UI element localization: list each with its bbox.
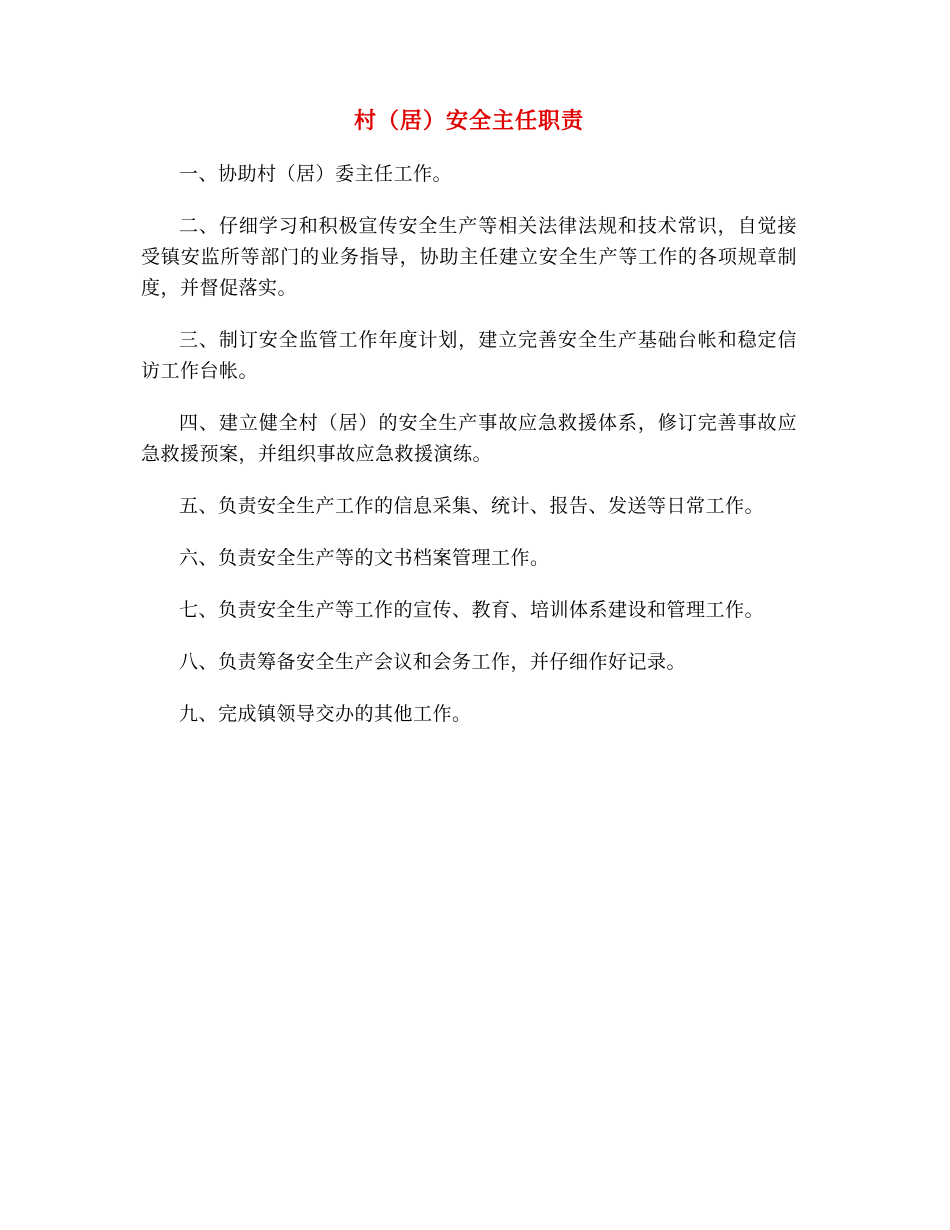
clause-6: 六、负责安全生产等的文书档案管理工作。 [179, 547, 550, 569]
document-title: 村（居）安全主任职责 [353, 108, 584, 134]
clause-4: 四、建立健全村（居）的安全生产事故应急救援体系，修订完善事故应急救援预案，并组织事故应急救援演练。 [141, 412, 797, 465]
clause-9: 九、完成镇领导交办的其他工作。 [179, 703, 472, 725]
document-page [141, 105, 797, 751]
clause-3: 三、制订安全监管工作年度计划，建立完善安全生产基础台帐和稳定信访工作台帐。 [141, 329, 797, 382]
clause-7: 七、负责安全生产等工作的宣传、教育、培训体系建设和管理工作。 [179, 599, 765, 621]
clause-2: 二、仔细学习和积极宣传安全生产等相关法律法规和技术常识，自觉接受镇安监所等部门的业务指导，协助主任建立安全生产等工作的各项规章制度，并督促落实。 [141, 215, 797, 299]
clause-1: 一、协助村（居）委主任工作。 [179, 163, 453, 185]
clause-5: 五、负责安全生产工作的信息采集、统计、报告、发送等日常工作。 [179, 495, 765, 517]
clause-8: 八、负责筹备安全生产会议和会务工作，并仔细作好记录。 [179, 651, 687, 673]
